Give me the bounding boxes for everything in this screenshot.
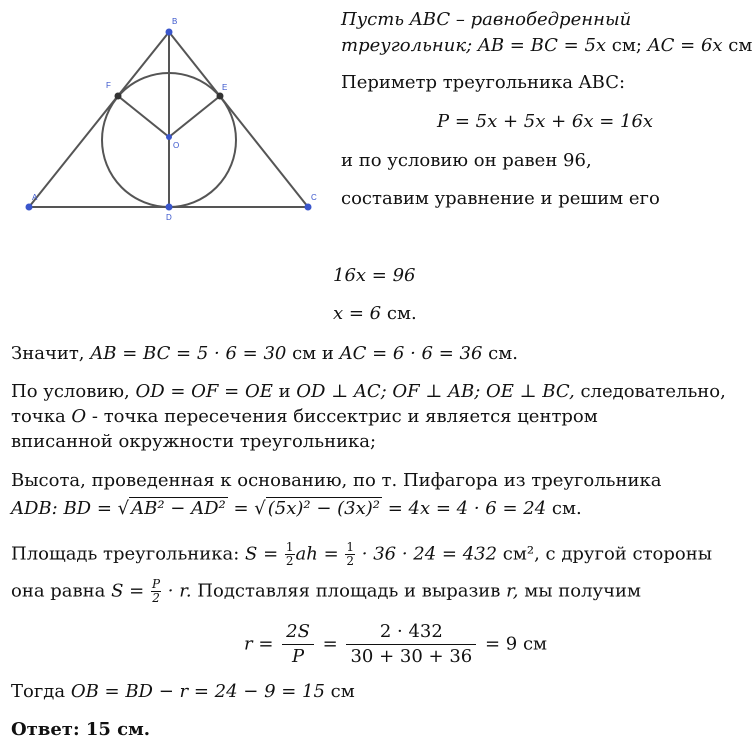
l14-sqrt-1: AB² − AD² [131,498,226,519]
l16-f: Подставляя площадь и выразив [191,580,507,602]
text-line-10 [11,381,726,403]
l2-unit-2: см [722,35,752,56]
l10-d: OD ⊥ AC; OF ⊥ AB; OE ⊥ BC, [296,381,575,402]
l18-a: Тогда [11,681,71,702]
label-f: F [106,81,111,90]
point-a [26,204,33,211]
text-line-18 [11,681,355,703]
l15-a: Площадь треугольника: [11,543,246,565]
label-d: D [166,213,172,222]
l16-h: мы получим [518,580,642,602]
l2-unit: см; [606,35,648,56]
text-line-5: и по условию он равен 96, [341,150,592,171]
label-c: C [311,193,317,202]
l2-math-b: AC = 6x [647,35,723,56]
answer: Ответ: 15 см. [11,719,151,740]
l2-math-a: треугольник; AB = BC = 5x [341,35,607,56]
l16-b: S = [111,580,150,602]
fraction-2s-p: $\frac{2S}{P}$ [282,620,314,669]
label-o: O [173,141,180,150]
l14-e: = 4x = 4 · 6 = 24 [382,498,547,519]
point-e [217,93,224,100]
point-c [305,204,312,211]
text-line-3: Периметр треугольника ABC: [341,72,626,93]
label-b: B [172,17,178,26]
l9-d: AC = 6 · 6 = 36 [339,343,483,364]
point-b [166,29,173,36]
text-line-12: вписанной окружности треугольника; [11,431,377,452]
l17-d: = [316,633,344,655]
point-o [166,134,172,140]
l11-c: - точка пересечения биссектрис и является центром [86,406,598,427]
x-unit: см. [381,303,417,324]
l15-b: S = [245,543,284,565]
l9-b: AB = BC = 5 · 6 = 30 [90,343,287,364]
l15-i: см², с другой стороны [497,543,713,565]
l15-h: · 36 · 24 = 432 [356,543,498,565]
point-f [115,93,122,100]
radius-formula [244,620,547,669]
equation: 16x = 96 [333,265,416,286]
label-e: E [222,83,228,92]
l10-b: OD = OF = OE [135,381,273,402]
l14-sqrt-2: (5x)² − (3x)² [267,498,381,519]
l14-c: = [227,498,255,519]
l17-a: r = [244,633,280,655]
text-line-13: Высота, проведенная к основанию, по т. Пифагора из треугольника [11,470,662,491]
fraction-radius-values: $\frac{2 \cdot 432}{30 + 30 + 36}$ [346,620,476,669]
l9-c: см и [286,343,340,364]
l16-e: · r. [162,580,192,602]
l9-a: Значит, [11,343,91,364]
text-line-6: составим уравнение и решим его [341,188,660,209]
l16-g: r, [506,580,519,602]
l11-b: O [71,406,87,427]
fraction-half-2: $\frac{1}{2}$ [346,540,355,568]
l17-h: см [517,633,548,655]
perimeter-formula: P = 5x + 5x + 6x = 16x [437,111,654,132]
triangle-figure [0,0,330,230]
text-line-11 [11,406,598,428]
l10-e: следовательно, [574,381,726,402]
area-line-2 [11,578,641,605]
fraction-half-1: $\frac{1}{2}$ [285,540,294,568]
radius-of [118,96,169,137]
l15-e: ah = [295,543,345,565]
l14-f: см. [546,498,582,519]
text-line-2 [341,35,752,57]
text-line-9 [11,343,518,365]
l18-c: см [324,681,355,702]
l16-a: она равна [11,580,112,602]
solution-x [333,303,417,325]
radius-oe [169,96,220,137]
l14-a: ADB: BD = [11,498,118,519]
l17-g: = 9 [479,633,518,655]
pythagoras-formula: ADB: BD = √ AB² − AD² = √ (5x)² − (3x)² = 4x = 4 · 6 = 24 см. [11,498,582,519]
label-a: A [32,193,38,202]
l18-b: OB = BD − r = 24 − 9 = 15 [70,681,325,702]
l10-c: и [272,381,297,402]
area-line [11,541,712,568]
l10-a: По условию, [11,381,136,402]
l11-a: точка [11,406,72,427]
point-d [166,204,173,211]
fraction-p-2: $\frac{P}{2}$ [151,577,161,605]
l9-e: см. [482,343,518,364]
text-line-1: Пусть ABC – равнобедренный [341,9,632,30]
x-value: x = 6 [333,303,382,324]
